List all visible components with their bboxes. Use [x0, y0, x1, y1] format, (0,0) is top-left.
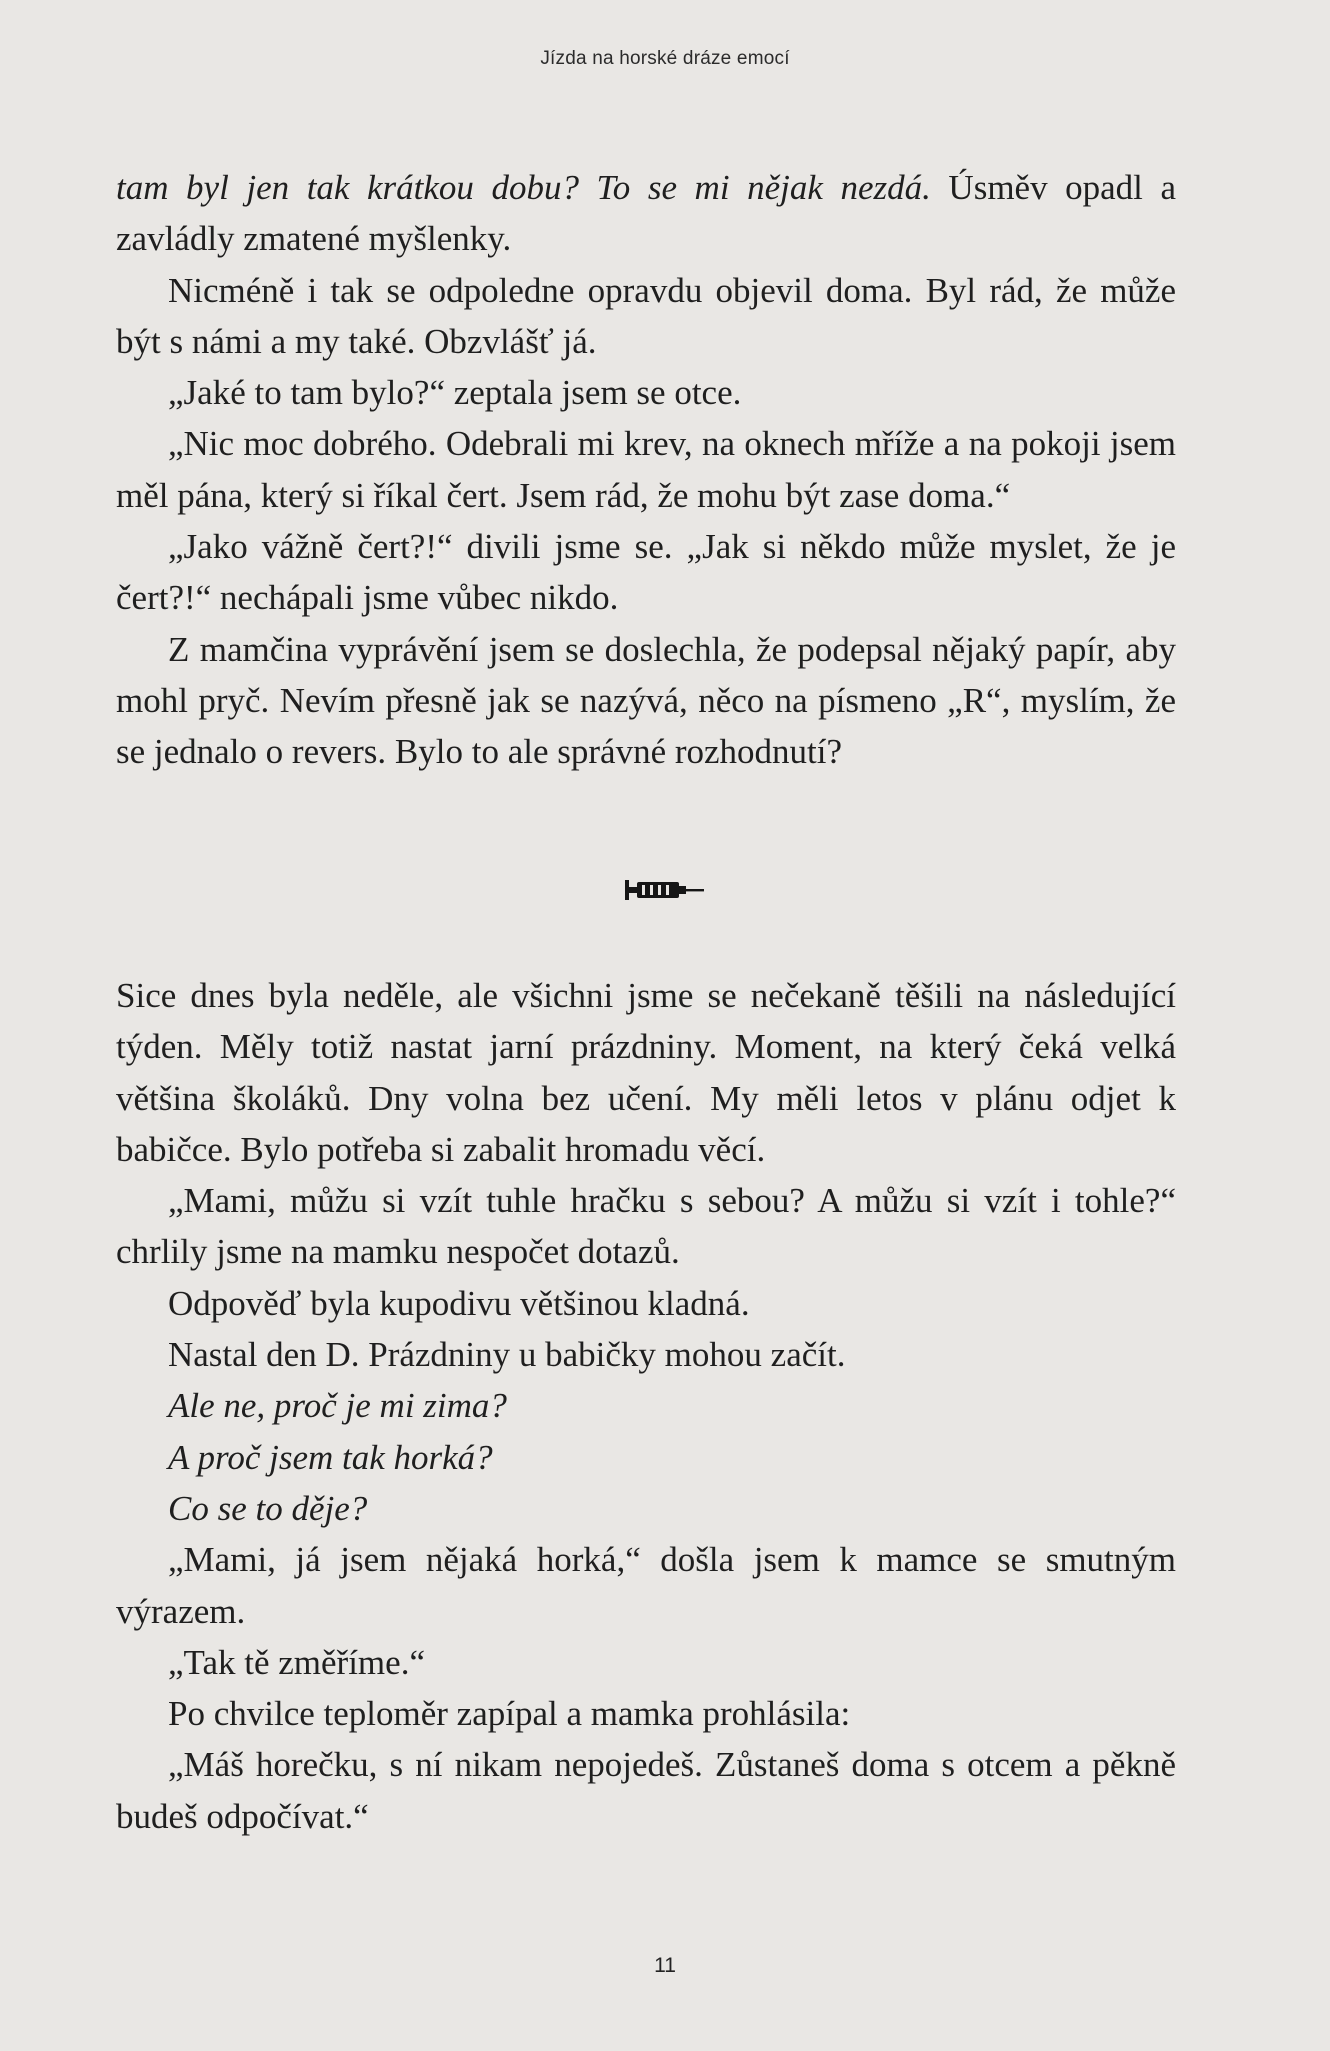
paragraph: „Mami, můžu si vzít tuhle hračku s sebou? A můžu si vzít i tohle?“ chrlily jsme na mamku nespočet dotazů.	[116, 1181, 1176, 1272]
paragraph: „Jaké to tam bylo?“ zeptala jsem se otce.	[168, 373, 742, 413]
italic-thought: tam byl jen tak krátkou dobu? To se mi nějak nezdá.	[116, 168, 931, 207]
paragraph: Nicméně i tak se odpoledne opravdu objevil doma. Byl rád, že může být s námi a my také. Obzvlášť já.	[116, 270, 1176, 361]
paragraph: „Máš horečku, s ní nikam nepojedeš. Zůstaneš doma s otcem a pěkně budeš odpočívat.“	[116, 1745, 1176, 1836]
paragraph	[116, 162, 1176, 265]
paragraph: Nastal den D. Prázdniny u babičky mohou začít.	[168, 1335, 846, 1375]
italic-thought: Co se to děje?	[168, 1488, 368, 1528]
page-number: 11	[654, 1954, 676, 1977]
paragraph: „Mami, já jsem nějaká horká,“ došla jsem k mamce se smutným výrazem.	[116, 1540, 1176, 1631]
italic-thought: Ale ne, proč je mi zima?	[168, 1386, 507, 1426]
paragraph: Po chvilce teploměr zapípal a mamka prohlásila:	[168, 1694, 851, 1734]
paragraph: Z mamčina vyprávění jsem se doslechla, že podepsal nějaký papír, aby mohl pryč. Nevím přesně jak se nazývá, něco na písmeno „R“, myslím, že se jednalo o revers. Bylo to ale správné rozhodnutí?	[116, 629, 1176, 772]
paragraph: „Nic moc dobrého. Odebrali mi krev, na oknech mříže a na pokoji jsem měl pána, který si říkal čert. Jsem rád, že mohu být zase doma.“	[116, 424, 1176, 515]
syringe-icon	[620, 874, 710, 904]
paragraph: Odpověď byla kupodivu většinou kladná.	[168, 1283, 750, 1323]
text-section-2	[116, 970, 1176, 1842]
paragraph: „Tak tě změříme.“	[168, 1642, 425, 1682]
italic-thought: A proč jsem tak horká?	[168, 1437, 493, 1477]
paragraph-text: Úsměv opadl a zavládly zmatené myšlenky.	[116, 168, 1176, 259]
paragraph: „Jako vážně čert?!“ divili jsme se. „Jak si někdo může myslet, že je čert?!“ nechápali jsme vůbec nikdo.	[116, 527, 1176, 618]
text-section-1	[116, 162, 1176, 778]
section-divider	[0, 874, 1330, 904]
running-header: Jízda na horské dráze emocí	[540, 48, 790, 69]
paragraph: Sice dnes byla neděle, ale všichni jsme se nečekaně těšili na následující týden. Měly totiž nastat jarní prázdniny. Moment, na který čeká velká většina školáků. Dny volna bez učení. My měli letos v plánu odjet k babičce. Bylo potřeba si zabalit hromadu věcí.	[116, 976, 1176, 1169]
